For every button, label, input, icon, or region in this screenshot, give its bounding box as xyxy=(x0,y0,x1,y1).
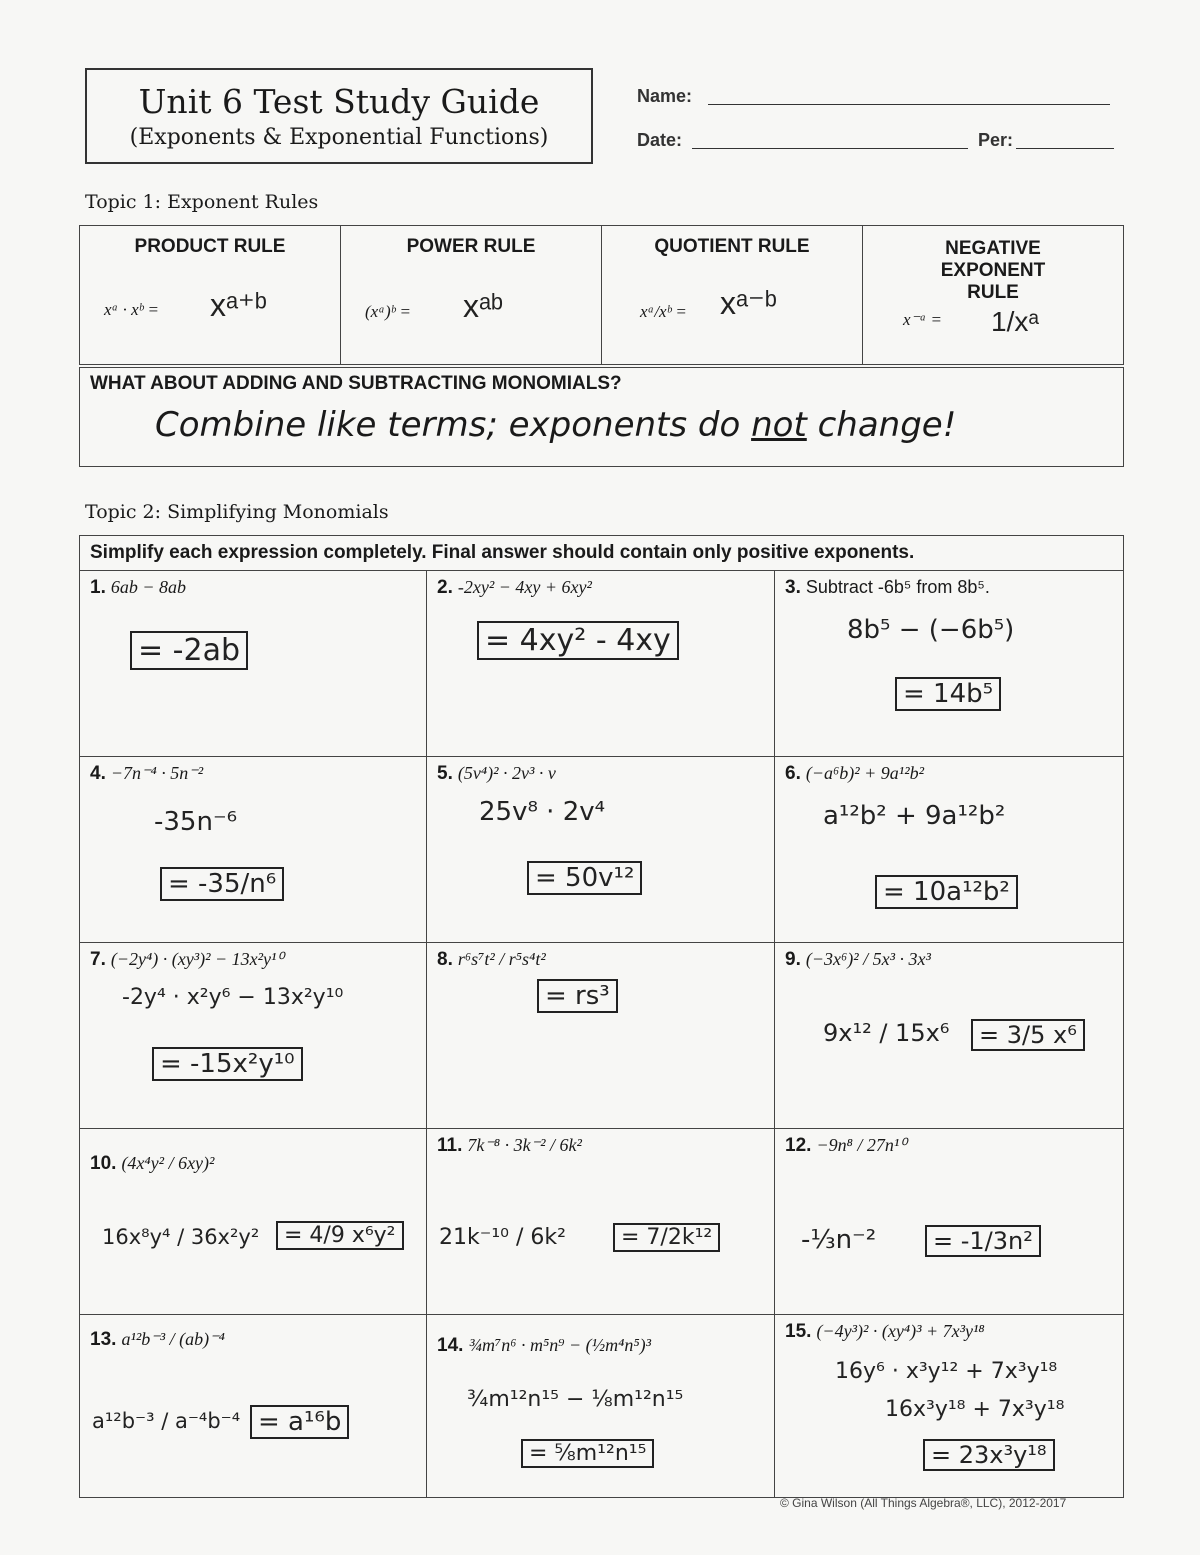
problem-answer xyxy=(875,875,1018,909)
period-field[interactable] xyxy=(1016,148,1114,149)
problem-prompt xyxy=(437,949,546,971)
problem-number: 12. xyxy=(785,1135,812,1156)
answer-box: = 7/2k¹² xyxy=(613,1223,720,1252)
problem-prompt xyxy=(785,1135,906,1157)
problem-expression: -2xy² − 4xy + 6xy² xyxy=(457,577,592,597)
problem-answer xyxy=(250,1405,349,1439)
problem-expression: ¾m⁷n⁶ · m⁵n⁹ − (½m⁴n⁵)³ xyxy=(468,1335,652,1355)
topic-2-heading: Topic 2: Simplifying Monomials xyxy=(85,501,389,523)
answer-box: = 14b⁵ xyxy=(895,677,1001,711)
problem-number: 9. xyxy=(785,949,801,970)
problem-number: 11. xyxy=(437,1135,463,1156)
topic-1-heading: Topic 1: Exponent Rules xyxy=(85,191,319,213)
problem-work: 21k⁻¹⁰ / 6k² xyxy=(439,1225,566,1250)
problem-work: -2y⁴ · x²y⁶ − 13x²y¹⁰ xyxy=(122,985,344,1010)
title-box xyxy=(85,68,593,164)
problem-answer xyxy=(613,1223,720,1252)
problem-number: 14. xyxy=(437,1335,464,1356)
problem-number: 5. xyxy=(437,763,453,784)
adding-answer xyxy=(155,405,1123,445)
answer-box: = a¹⁶b xyxy=(250,1405,349,1439)
problem-expression: (−4y³)² · (xy⁴)³ + 7x³y¹⁸ xyxy=(816,1321,985,1341)
problem-prompt xyxy=(90,1153,214,1175)
answer-box: = 10a¹²b² xyxy=(875,875,1018,909)
answer-box: = 23x³y¹⁸ xyxy=(923,1439,1055,1471)
problem-prompt xyxy=(90,763,203,785)
problem-answer xyxy=(537,979,618,1013)
rule-formula: x⁻ᵃ = xyxy=(903,310,943,329)
problem-expression: (−2y⁴) · (xy³)² − 13x²y¹⁰ xyxy=(110,949,284,969)
problem-expression: r⁶s⁷t² / r⁵s⁴t² xyxy=(457,949,546,969)
adding-answer-part: Combine like terms; exponents do xyxy=(155,405,752,445)
adding-question: WHAT ABOUT ADDING AND SUBTRACTING MONOMIALS? xyxy=(90,373,622,394)
problem-prompt xyxy=(785,763,924,785)
problem-prompt xyxy=(437,1135,582,1157)
rule-head: PRODUCT RULE xyxy=(134,236,286,257)
problem-work: -35n⁻⁶ xyxy=(154,807,238,837)
problem-prompt xyxy=(785,949,931,971)
problem-expression: a¹²b⁻³ / (ab)⁻⁴ xyxy=(121,1329,225,1349)
problem-prompt xyxy=(785,1321,985,1343)
problem-expression: (4x⁴y² / 6xy)² xyxy=(121,1153,215,1173)
problem-cell-8 xyxy=(427,943,775,1128)
problem-answer xyxy=(923,1439,1055,1471)
problem-cell-13 xyxy=(80,1315,427,1497)
rule-answer: xᵃᵇ xyxy=(463,288,503,324)
problem-work: 8b⁵ − (−6b⁵) xyxy=(847,615,1015,645)
problem-cell-15 xyxy=(775,1315,1123,1497)
problem-answer xyxy=(477,621,679,660)
problem-row xyxy=(80,1129,1123,1315)
problem-expression: (5v⁴)² · 2v³ · v xyxy=(457,763,556,783)
problem-answer xyxy=(152,1047,303,1081)
problem-row xyxy=(80,943,1123,1129)
problem-expression: 7k⁻⁸ · 3k⁻² / 6k² xyxy=(467,1135,582,1155)
problem-prompt xyxy=(785,577,990,599)
problem-number: 3. xyxy=(785,577,801,598)
answer-box: = -2ab xyxy=(130,631,248,670)
date-label: Date: xyxy=(637,130,683,150)
rule-head: POWER RULE xyxy=(406,236,536,257)
problem-cell-10 xyxy=(80,1129,427,1314)
problem-cell-4 xyxy=(80,757,427,942)
problem-cell-9 xyxy=(775,943,1123,1128)
problem-answer xyxy=(276,1221,404,1250)
period-label: Per: xyxy=(978,130,1014,150)
problem-work: -⅓n⁻² xyxy=(801,1225,877,1255)
problem-expression: (−a⁶b)² + 9a¹²b² xyxy=(805,763,924,783)
answer-box: = 4xy² - 4xy xyxy=(477,621,679,660)
problem-answer xyxy=(895,677,1001,711)
problem-cell-11 xyxy=(427,1129,775,1314)
rule-answer: xᵃ⁺ᵇ xyxy=(210,287,267,323)
adding-answer-part: change! xyxy=(806,405,957,445)
instructions: Simplify each expression completely. Final answer should contain only positive exponents. xyxy=(80,536,1123,571)
problem-prompt xyxy=(437,1335,651,1357)
rule-negative xyxy=(863,226,1124,365)
answer-box: = -35/n⁶ xyxy=(160,867,284,901)
problem-answer xyxy=(527,861,642,895)
problem-cell-7 xyxy=(80,943,427,1128)
rule-power xyxy=(341,226,602,365)
problem-prompt xyxy=(90,577,186,599)
answer-box: = 3/5 x⁶ xyxy=(971,1019,1085,1051)
problem-number: 13. xyxy=(90,1329,117,1350)
problem-work: 16x⁸y⁴ / 36x²y² xyxy=(102,1225,260,1249)
page-title: Unit 6 Test Study Guide xyxy=(138,82,540,121)
problem-cell-14 xyxy=(427,1315,775,1497)
problem-work: 16x³y¹⁸ + 7x³y¹⁸ xyxy=(885,1397,1065,1422)
rule-formula: (xᵃ)ᵇ = xyxy=(365,302,411,321)
problem-cell-6 xyxy=(775,757,1123,942)
problem-row xyxy=(80,1315,1123,1497)
problem-cell-2 xyxy=(427,571,775,756)
problems-grid xyxy=(79,535,1124,1498)
problem-expression: −7n⁻⁴ · 5n⁻² xyxy=(110,763,204,783)
problem-row xyxy=(80,757,1123,943)
rule-answer: 1/xᵃ xyxy=(991,306,1039,337)
problem-answer xyxy=(130,631,248,670)
problem-number: 7. xyxy=(90,949,106,970)
problem-number: 1. xyxy=(90,577,106,598)
problem-cell-5 xyxy=(427,757,775,942)
problem-number: 2. xyxy=(437,577,453,598)
rule-formula: xᵃ/xᵇ = xyxy=(640,302,687,321)
problem-answer xyxy=(521,1439,654,1468)
problem-prompt xyxy=(90,949,284,971)
problem-cell-12 xyxy=(775,1129,1123,1314)
rule-head: QUOTIENT RULE xyxy=(654,236,810,257)
rule-quotient xyxy=(602,226,863,365)
problem-cell-3 xyxy=(775,571,1123,756)
answer-box: = rs³ xyxy=(537,979,618,1013)
exponent-rules-table xyxy=(79,225,1124,365)
problem-work: a¹²b⁻³ / a⁻⁴b⁻⁴ xyxy=(92,1409,241,1433)
problem-work: 9x¹² / 15x⁶ xyxy=(823,1019,950,1047)
problem-number: 10. xyxy=(90,1153,117,1174)
rule-head: NEGATIVE EXPONENT RULE xyxy=(940,238,1046,303)
rule-answer: xᵃ⁻ᵇ xyxy=(720,285,777,321)
problem-work: a¹²b² + 9a¹²b² xyxy=(823,801,1006,831)
answer-box: = -1/3n² xyxy=(925,1225,1041,1257)
problem-prompt xyxy=(437,763,556,785)
problem-prompt xyxy=(437,577,592,599)
answer-box: = 4/9 x⁶y² xyxy=(276,1221,404,1250)
adding-subtracting-box xyxy=(79,367,1124,467)
problem-cell-1 xyxy=(80,571,427,756)
problem-expression: Subtract -6b⁵ from 8b⁵. xyxy=(805,577,990,597)
problem-answer xyxy=(971,1019,1085,1051)
name-field[interactable] xyxy=(708,104,1110,105)
problem-work: 16y⁶ · x³y¹² + 7x³y¹⁸ xyxy=(835,1359,1058,1384)
answer-box: = ⅝m¹²n¹⁵ xyxy=(521,1439,654,1468)
problem-prompt xyxy=(90,1329,225,1351)
problem-work: 25v⁸ · 2v⁴ xyxy=(479,797,606,827)
problem-number: 4. xyxy=(90,763,106,784)
copyright-footer: © Gina Wilson (All Things Algebra®, LLC), 2012-2017 xyxy=(780,1496,1067,1510)
problem-number: 6. xyxy=(785,763,801,784)
rule-formula: xᵃ · xᵇ = xyxy=(104,300,159,319)
problem-work: ¾m¹²n¹⁵ − ⅛m¹²n¹⁵ xyxy=(467,1387,684,1412)
name-label: Name: xyxy=(637,86,693,106)
problem-expression: (−3x⁶)² / 5x³ · 3x³ xyxy=(805,949,931,969)
problem-expression: −9n⁸ / 27n¹⁰ xyxy=(816,1135,907,1155)
problem-number: 8. xyxy=(437,949,453,970)
problem-answer xyxy=(160,867,284,901)
date-field[interactable] xyxy=(692,148,968,149)
rule-product xyxy=(80,226,341,365)
answer-box: = -15x²y¹⁰ xyxy=(152,1047,303,1081)
answer-box: = 50v¹² xyxy=(527,861,642,895)
problem-number: 15. xyxy=(785,1321,812,1342)
problem-row xyxy=(80,571,1123,757)
problem-answer xyxy=(925,1225,1041,1257)
adding-answer-underlined: not xyxy=(751,405,807,445)
problem-expression: 6ab − 8ab xyxy=(110,577,187,597)
page-subtitle: (Exponents & Exponential Functions) xyxy=(129,125,549,150)
